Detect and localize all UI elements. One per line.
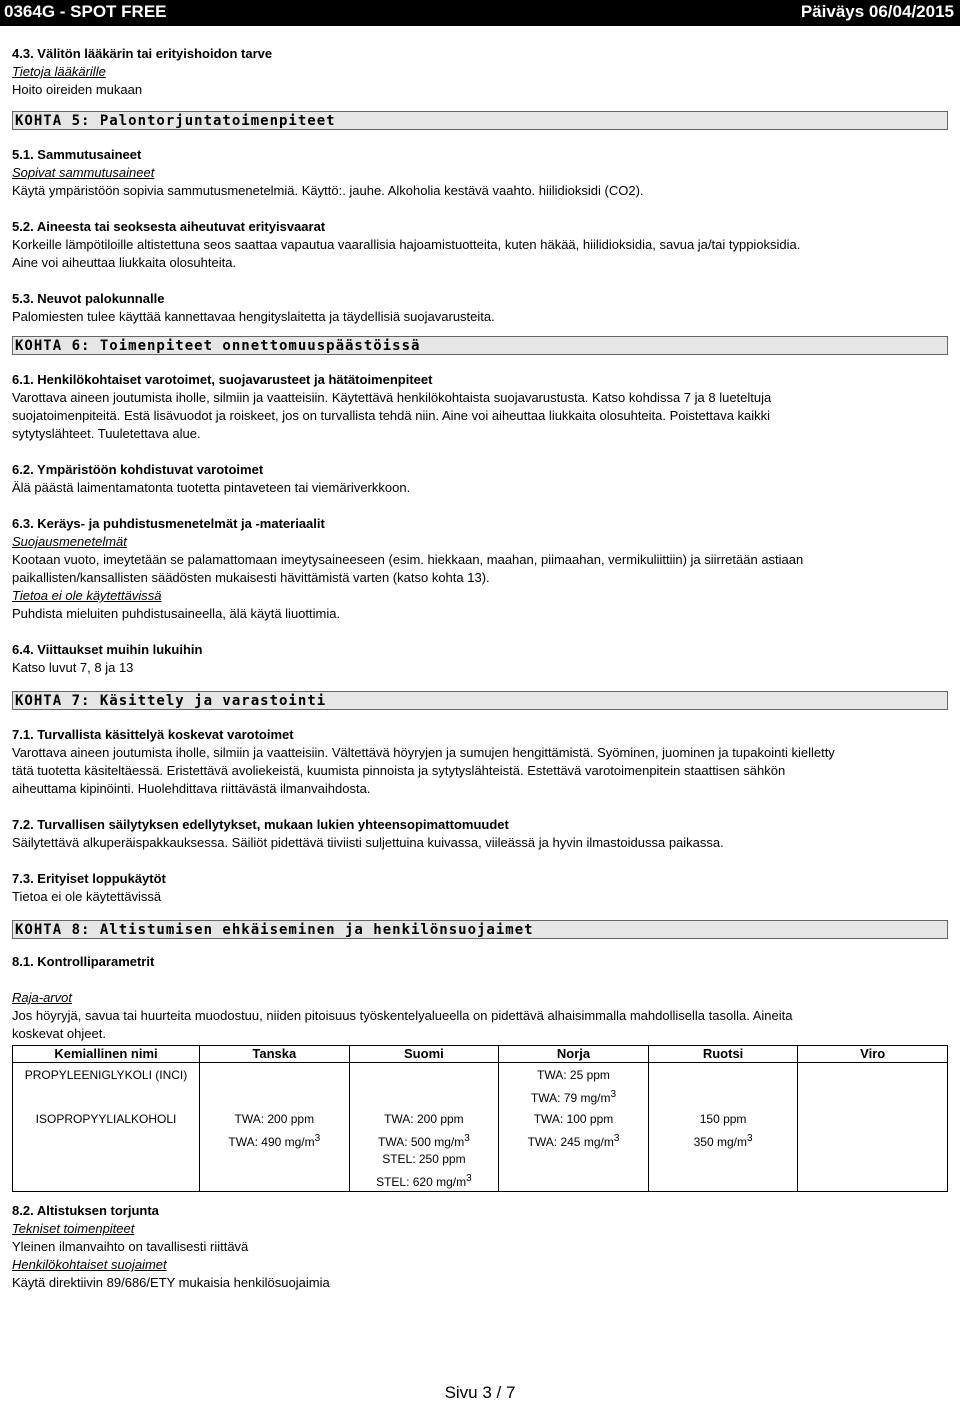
table-cell: ISOPROPYYLIALKOHOLI	[13, 1107, 200, 1192]
column-header: Suomi	[349, 1046, 499, 1063]
body-text: Aine voi aiheuttaa liukkaita olosuhteita.	[12, 255, 237, 270]
body-text: Yleinen ilmanvaihto on tavallisesti riittävä	[12, 1239, 249, 1254]
column-header: Kemiallinen nimi	[13, 1046, 200, 1063]
body-text: Kootaan vuoto, imeytetään se palamattomaan imeytysaineeseen (esim. hiekkaan, maahan, piimaahan, vermikuliittiin) ja siirretään astiaan	[12, 552, 804, 567]
body-text: koskevat ohjeet.	[12, 1026, 106, 1041]
body-text: Jos höyryjä, savua tai huurteita muodostuu, niiden pitoisuus työskentelyalueella on pidettävä alhaisimmalla mahdollisella tasolla. Aineita	[12, 1008, 793, 1023]
document-body	[12, 45, 948, 1292]
column-header: Tanska	[200, 1046, 350, 1063]
subsection-title: 8.2. Altistuksen torjunta	[12, 1203, 159, 1218]
subsection-title: 7.2. Turvallisen säilytyksen edellytykset, mukaan lukien yhteensopimattomuudet	[12, 817, 509, 832]
table-row	[13, 1107, 948, 1192]
body-text: Säilytettävä alkuperäispakkauksessa. Säiliöt pidettävä tiiviisti suljettuina kuivassa, viileässä ja hyvin ilmastoidussa paikassa.	[12, 835, 724, 850]
body-text: aiheuttama kipinöinti. Huolehdittava riittävästä ilmanvaihdosta.	[12, 781, 371, 796]
subsection-subtitle: Suojausmenetelmät	[12, 534, 127, 549]
subsection-subtitle: Raja-arvot	[12, 990, 72, 1005]
section-heading-8: KOHTA 8: Altistumisen ehkäiseminen ja henkilönsuojaimet	[12, 920, 948, 939]
column-header: Viro	[798, 1046, 948, 1063]
table-cell: TWA: 200 ppm TWA: 500 $mg/m^3$ STEL: 250 ppm STEL: 620 $mg/m^3$	[349, 1107, 499, 1192]
column-header: Ruotsi	[648, 1046, 798, 1063]
subsection-title: 6.3. Keräys- ja puhdistusmenetelmät ja -materiaalit	[12, 516, 325, 531]
subsection-subtitle: Henkilökohtaiset suojaimet	[12, 1257, 167, 1272]
body-text: Puhdista mieluiten puhdistusaineella, älä käytä liuottimia.	[12, 606, 341, 621]
table-cell: 150 ppm 350 $mg/m^3$	[648, 1107, 798, 1192]
body-text: Käytä ympäristöön sopivia sammutusmenetelmiä. Käyttö:. jauhe. Alkoholia kestävä vaahto. hiilidioksidi (CO2).	[12, 183, 644, 198]
table-cell: PROPYLEENIGLYKOLI (INCI)	[13, 1063, 200, 1108]
subsection-title: 5.1. Sammutusaineet	[12, 147, 142, 162]
body-text: Katso luvut 7, 8 ja 13	[12, 660, 134, 675]
body-text: tätä tuotetta käsiteltäessä. Eristettävä avoliekeistä, kuumista pinnoista ja sytytyslähteistä. Estettävä varotoimenpitein staattisen sähkön	[12, 763, 786, 778]
subsection-title: 5.2. Aineesta tai seoksesta aiheutuvat erityisvaarat	[12, 219, 326, 234]
document-date: Päiväys 06/04/2015	[800, 2, 954, 21]
subsection-title: 8.1. Kontrolliparametrit	[12, 954, 155, 969]
page-number: Sivu 3 / 7	[444, 1383, 516, 1402]
body-text: suojatoimenpiteitä. Estä lisävuodot ja roiskeet, jos on turvallista tehdä niin. Aine voi aiheuttaa liukkaita olosuhteita. Poistettava kaikki	[12, 408, 771, 423]
exposure-limits-table	[12, 1045, 948, 1192]
document-header	[0, 0, 960, 26]
section-heading-6: KOHTA 6: Toimenpiteet onnettomuuspäästöissä	[12, 336, 948, 355]
subsection-title: 6.2. Ympäristöön kohdistuvat varotoimet	[12, 462, 264, 477]
subsection-title: 5.3. Neuvot palokunnalle	[12, 291, 165, 306]
subsection-title: 4.3. Välitön lääkärin tai erityishoidon tarve	[12, 46, 273, 61]
body-text: sytytyslähteet. Tuuletettava alue.	[12, 426, 201, 441]
subsection-title: 6.4. Viittaukset muihin lukuihin	[12, 642, 203, 657]
table-cell	[349, 1063, 499, 1108]
table-cell	[798, 1107, 948, 1192]
body-text: Hoito oireiden mukaan	[12, 82, 143, 97]
subsection-subtitle: Tekniset toimenpiteet	[12, 1221, 135, 1236]
subsection-title: 7.3. Erityiset loppukäytöt	[12, 871, 166, 886]
table-cell	[798, 1063, 948, 1108]
product-code: 0364G - SPOT FREE	[4, 2, 167, 21]
table-cell: TWA: 100 ppm TWA: 245 $mg/m^3$	[499, 1107, 649, 1192]
body-text: Palomiesten tulee käyttää kannettavaa hengityslaitetta ja täydellisiä suojavarusteita.	[12, 309, 495, 324]
table-header-row	[13, 1046, 948, 1063]
table-cell	[648, 1063, 798, 1108]
subsection-subtitle: Tietoa ei ole käytettävissä	[12, 588, 162, 603]
subsection-subtitle: Sopivat sammutusaineet	[12, 165, 155, 180]
body-text: Korkeille lämpötiloille altistettuna seos saattaa vapautua vaarallisia hajoamistuotteita, kuten häkää, hiilidioksidia, savua ja/tai typpioksidia.	[12, 237, 801, 252]
body-text: Varottava aineen joutumista iholle, silmiin ja vaatteisiin. Käytettävä henkilökohtaista suojavarustusta. Katso kohdissa 7 ja 8 lueteltuja	[12, 390, 772, 405]
table-cell: TWA: 25 ppm TWA: 79 $mg/m^3$	[499, 1063, 649, 1108]
section-heading-5: KOHTA 5: Palontorjuntatoimenpiteet	[12, 111, 948, 130]
subsection-subtitle: Tietoja lääkärille	[12, 64, 106, 79]
body-text: Varottava aineen joutumista iholle, silmiin ja vaatteisiin. Vältettävä höyryjen ja sumujen hengittämistä. Syöminen, juominen ja tupakointi kielletty	[12, 745, 835, 760]
table-cell	[200, 1063, 350, 1108]
body-text: Älä päästä laimentamatonta tuotetta pintaveteen tai viemäriverkkoon.	[12, 480, 411, 495]
section-heading-7: KOHTA 7: Käsittely ja varastointi	[12, 691, 948, 710]
subsection-title: 6.1. Henkilökohtaiset varotoimet, suojavarusteet ja hätätoimenpiteet	[12, 372, 433, 387]
body-text: paikallisten/kansallisten säädösten mukaisesti hävittämistä varten (katso kohta 13).	[12, 570, 490, 585]
body-text: Tietoa ei ole käytettävissä	[12, 889, 162, 904]
subsection-title: 7.1. Turvallista käsittelyä koskevat varotoimet	[12, 727, 294, 742]
column-header: Norja	[499, 1046, 649, 1063]
body-text: Käytä direktiivin 89/686/ETY mukaisia henkilösuojaimia	[12, 1275, 330, 1290]
table-cell: TWA: 200 ppm TWA: 490 $mg/m^3$	[200, 1107, 350, 1192]
table-row	[13, 1063, 948, 1108]
